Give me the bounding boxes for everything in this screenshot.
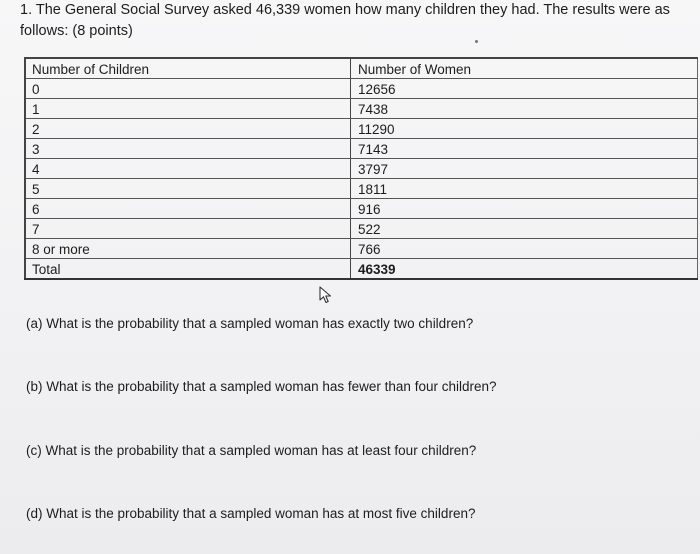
total-value: 46339 xyxy=(351,259,698,280)
children-cell: 6 xyxy=(25,199,351,219)
women-cell: 1811 xyxy=(351,179,698,199)
mouse-pointer-icon xyxy=(318,286,334,304)
children-cell: 3 xyxy=(25,139,351,159)
children-cell: 1 xyxy=(25,99,351,119)
header-number-of-women: Number of Women xyxy=(351,58,698,79)
children-cell: 8 or more xyxy=(25,239,351,259)
stray-dot xyxy=(475,40,478,43)
table-row xyxy=(25,79,698,99)
women-cell: 12656 xyxy=(351,79,698,99)
women-cell: 522 xyxy=(351,219,698,239)
table-row xyxy=(25,219,698,239)
table-row xyxy=(25,179,698,199)
women-cell: 766 xyxy=(351,239,698,259)
question-line-1: 1. The General Social Survey asked 46,339 women how many children they had. The results were as xyxy=(20,2,670,18)
children-cell: 2 xyxy=(25,119,351,139)
children-cell: 4 xyxy=(25,159,351,179)
children-cell: 7 xyxy=(25,219,351,239)
question-heading xyxy=(20,0,680,42)
subquestion-b: (b) What is the probability that a sampled woman has fewer than four children? xyxy=(26,379,497,394)
table-row xyxy=(25,99,698,119)
table-row xyxy=(25,159,698,179)
table-row xyxy=(25,239,698,259)
children-cell: 5 xyxy=(25,179,351,199)
header-number-of-children: Number of Children xyxy=(25,58,351,79)
table-row xyxy=(25,119,698,139)
women-cell: 11290 xyxy=(351,119,698,139)
women-cell: 7438 xyxy=(351,99,698,119)
table-header-row xyxy=(25,58,698,79)
children-cell: 0 xyxy=(25,79,351,99)
table-row xyxy=(25,139,698,159)
subquestion-d: (d) What is the probability that a sampled woman has at most five children? xyxy=(26,506,476,521)
women-cell: 916 xyxy=(351,199,698,219)
table-row xyxy=(25,199,698,219)
women-cell: 7143 xyxy=(351,139,698,159)
table-total-row xyxy=(25,259,698,280)
subquestion-c: (c) What is the probability that a sampled woman has at least four children? xyxy=(26,443,477,458)
subquestion-a: (a) What is the probability that a sampled woman has exactly two children? xyxy=(26,316,474,331)
children-frequency-table xyxy=(24,57,698,280)
women-cell: 3797 xyxy=(351,159,698,179)
question-line-2: follows: (8 points) xyxy=(20,23,133,39)
total-label: Total xyxy=(25,259,351,280)
